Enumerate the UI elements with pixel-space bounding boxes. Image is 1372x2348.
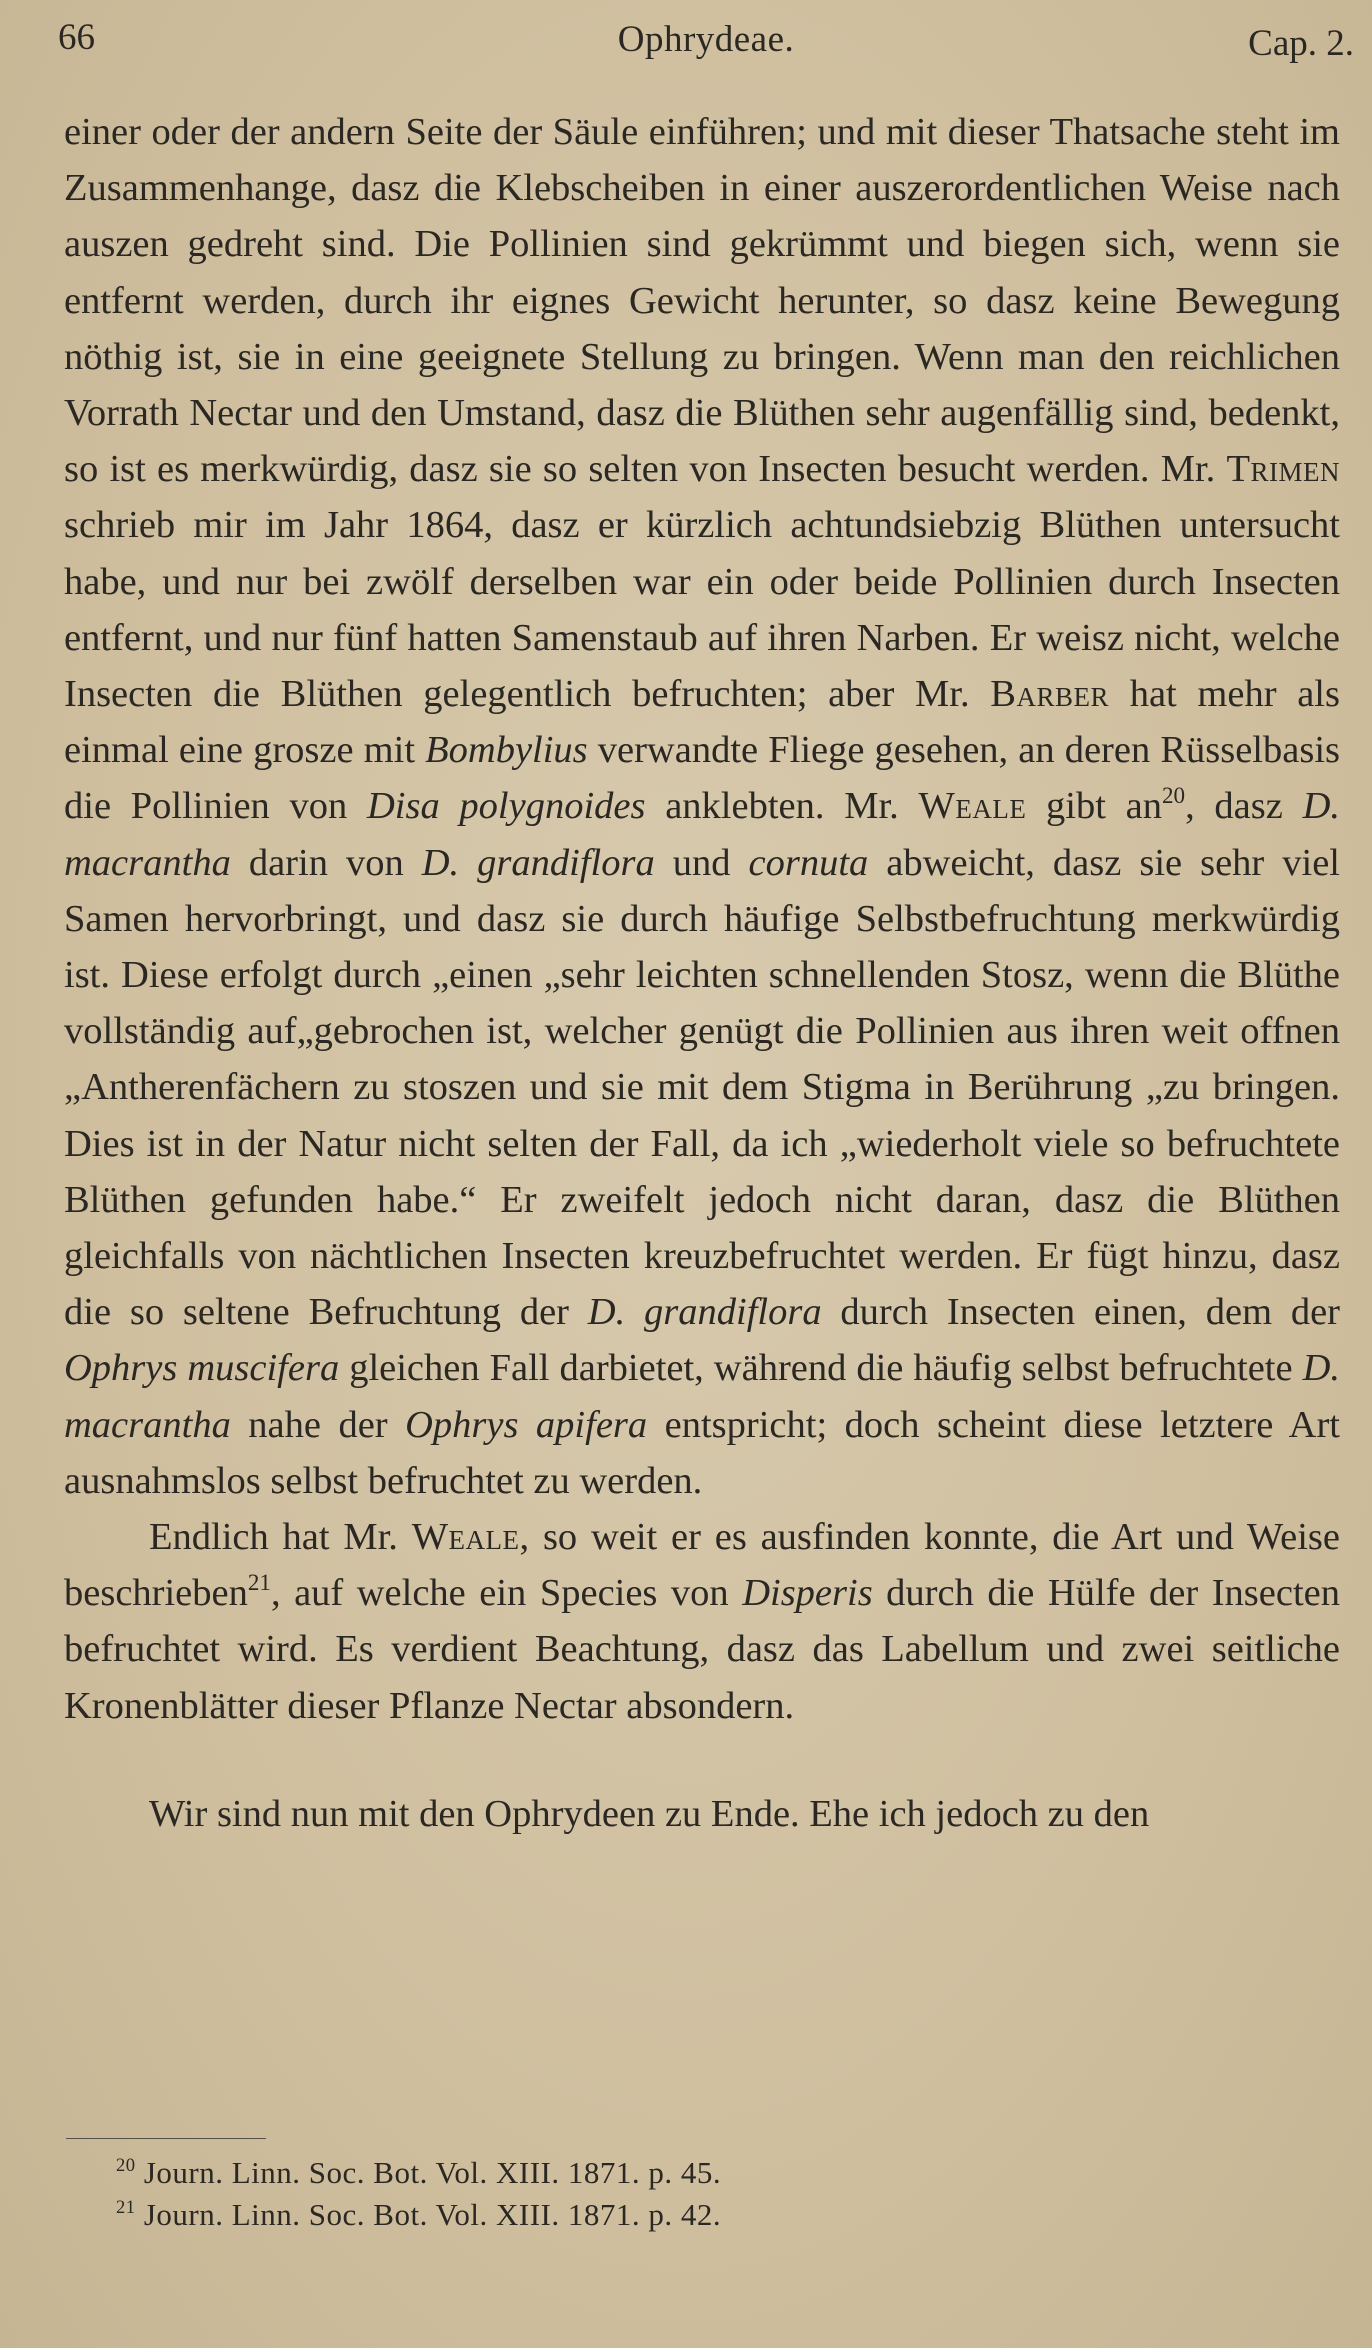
- italic-term: Ophrys muscifera: [64, 1347, 340, 1390]
- text-run: und: [654, 841, 749, 884]
- author-name: Trimen: [1226, 448, 1340, 491]
- text-run: Wir sind nun mit den Ophrydeen zu Ende. Ehe ich jedoch zu den: [149, 1792, 1150, 1835]
- italic-term: Bombylius: [425, 729, 588, 772]
- footnote: [116, 2153, 721, 2193]
- chapter-label: Cap. 2.: [1248, 23, 1354, 64]
- body-text: [64, 104, 1340, 1842]
- running-title: Ophrydeae.: [617, 19, 795, 60]
- text-run: gleichen Fall darbietet, während die häufig selbst befruchtete: [339, 1347, 1303, 1390]
- text-run: gibt an: [1026, 785, 1162, 828]
- text-run: , so weit er es ausfinden konnte, die Art und Weise beschrieben: [64, 1516, 1340, 1615]
- text-run: einer oder der andern Seite der Säule einführen; und mit dieser Thatsache steht im Zusammenhange, dasz die Klebscheiben in einer auszerordentlichen Weise nach auszen gedreht sind. Die Pollinien sind gekrümmt und biegen sich, wenn sie entfernt werden, durch ihr eignes Gewicht herunter, so dasz keine Bewegung nöthig ist, sie in eine geeignete Stellung zu bringen. Wenn man den reichlichen Vorrath Nectar und den Umstand, dasz die Blüthen sehr augenfällig sind, bedenkt, so ist es merkwürdig, dasz sie so selten von Insecten besucht werden. Mr.: [64, 111, 1340, 491]
- text-run: verwandte Fliege gesehen, an deren Rüsselbasis die Pollinien von: [64, 729, 1340, 828]
- text-run: durch die Hülfe der Insecten befruchtet wird. Es verdient Beachtung, dasz das Labellum und zwei seitliche Kronenblätter dieser Pflanze Nectar absondern.: [64, 1572, 1340, 1727]
- italic-term: Disperis: [742, 1572, 873, 1615]
- footnote-ref: 21: [247, 1569, 271, 1596]
- paragraph: [64, 1509, 1340, 1734]
- footnote: [116, 2195, 721, 2235]
- text-run: nahe der: [230, 1403, 406, 1446]
- text-run: anklebten. Mr.: [645, 785, 919, 828]
- page-number: 66: [58, 17, 95, 58]
- text-run: hat mehr als einmal eine grosze mit: [64, 673, 1340, 772]
- author-name: Weale: [918, 785, 1027, 828]
- text-run: durch Insecten einen, dem der: [821, 1291, 1340, 1334]
- text-run: , auf welche ein Species von: [270, 1572, 743, 1615]
- text-run: entspricht; doch scheint diese letztere Art ausnahmslos selbst befruchtet zu werden.: [64, 1403, 1340, 1502]
- italic-term: D. macrantha: [64, 1347, 1341, 1446]
- italic-term: D. macrantha: [64, 785, 1340, 884]
- italic-term: Disa polygnoides: [366, 785, 646, 828]
- footnote-text: Journ. Linn. Soc. Bot. Vol. XIII. 1871. p. 45.: [143, 2155, 722, 2190]
- author-name: Weale: [411, 1516, 520, 1559]
- footnote-text: Journ. Linn. Soc. Bot. Vol. XIII. 1871. p. 42.: [143, 2197, 722, 2232]
- footnote-rule: [66, 2138, 266, 2139]
- text-run: darin von: [230, 841, 422, 884]
- paragraph: [64, 1786, 1340, 1842]
- italic-term: D. grandiflora: [421, 841, 655, 884]
- text-run: abweicht, dasz sie sehr viel Samen hervorbringt, und dasz sie durch häufige Selbstbefruchtung merkwürdig ist. Diese erfolgt durch „einen „sehr leichten schnellenden Stosz, wenn die Blüthe vollständig auf„gebrochen ist, welcher genügt die Pollinien aus ihren weit offnen „Antherenfächern zu stoszen und sie mit dem Stigma in Berührung „zu bringen. Dies ist in der Natur nicht selten der Fall, da ich „wiederholt viele so befruchtete Blüthen gefunden habe.“ Er zweifelt jedoch nicht daran, dasz die Blüthen gleichfalls von nächtlichen Insecten kreuzbefruchtet werden. Er fügt hinzu, dasz die so seltene Befruchtung der: [64, 841, 1341, 1334]
- italic-term: Ophrys apifera: [405, 1403, 648, 1446]
- footnote-mark: 21: [116, 2196, 136, 2218]
- paragraph: [64, 104, 1340, 1509]
- text-run: schrieb mir im Jahr 1864, dasz er kürzlich achtundsiebzig Blüthen untersucht habe, und nur bei zwölf derselben war ein oder beide Pollinien durch Insecten entfernt, und nur fünf hatten Samenstaub auf ihren Narben. Er weisz nicht, welche Insecten die Blüthen gelegentlich befruchten; aber Mr.: [64, 504, 1340, 716]
- author-name: Barber: [990, 673, 1109, 716]
- italic-term: cornuta: [748, 841, 869, 884]
- text-run: , dasz: [1185, 785, 1303, 828]
- footnote-ref: 20: [1162, 782, 1186, 809]
- page-header: [58, 6, 1354, 66]
- footnote-mark: 20: [116, 2154, 136, 2176]
- text-run: Endlich hat Mr.: [149, 1516, 412, 1559]
- italic-term: D. grandiflora: [587, 1291, 822, 1334]
